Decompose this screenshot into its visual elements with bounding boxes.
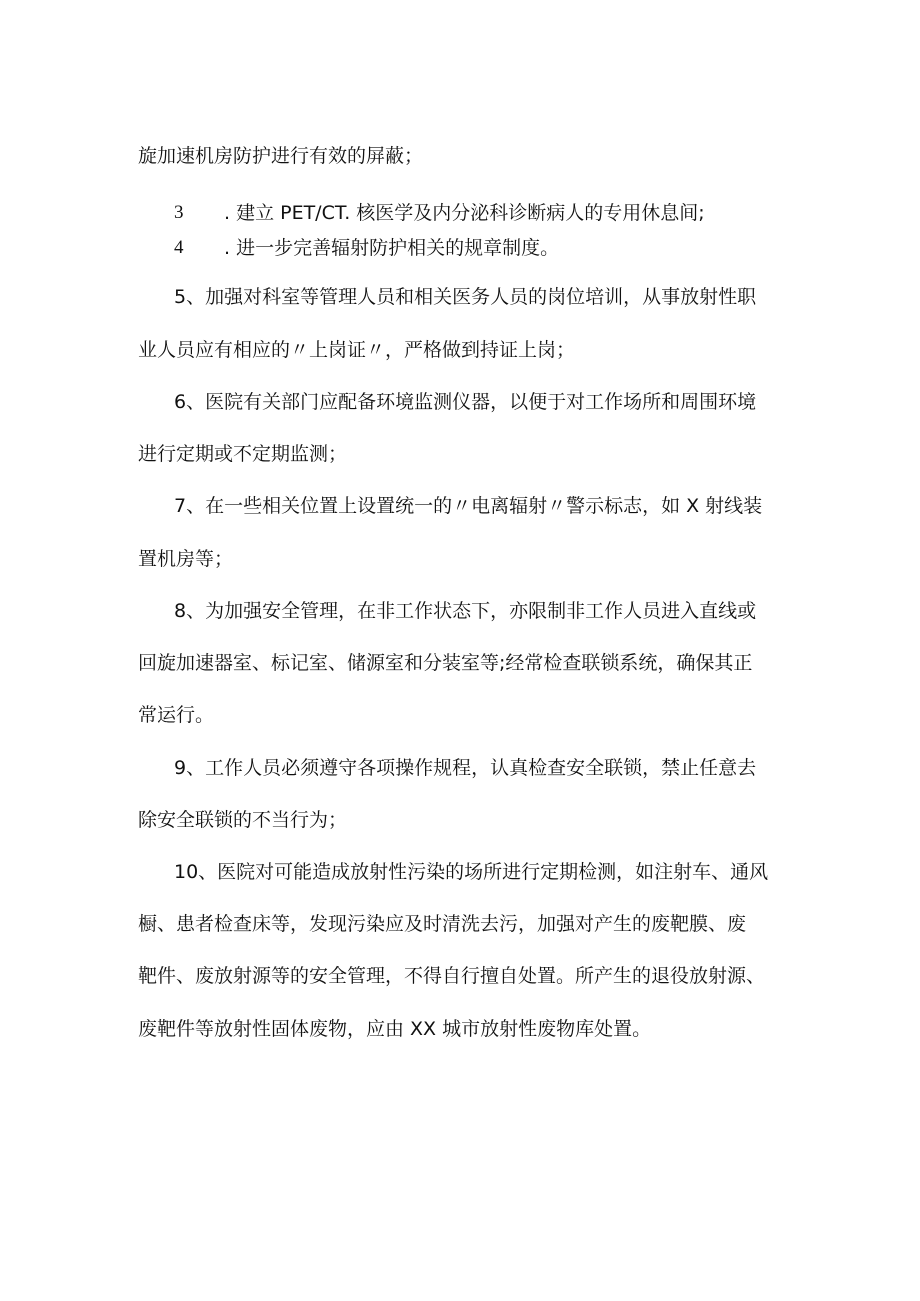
paragraph-line: 7、在一些相关位置上设置统一的〃电离辐射〃警示标志，如 X 射线装 xyxy=(174,495,763,517)
paragraph-line: 进行定期或不定期监测； xyxy=(138,443,348,465)
paragraph-line: 8、为加强安全管理，在非工作状态下，亦限制非工作人员进入直线或 xyxy=(174,600,757,622)
paragraph-line: 靶件、废放射源等的安全管理，不得自行擅自处置。所产生的退役放射源、 xyxy=(138,965,766,987)
list-number: 3 xyxy=(174,202,184,223)
paragraph-line: 业人员应有相应的〃上岗证〃，严格做到持证上岗； xyxy=(138,339,576,361)
paragraph-line: 5、加强对科室等管理人员和相关医务人员的岗位培训，从事放射性职 xyxy=(174,286,757,308)
paragraph-line: 6、医院有关部门应配备环境监测仪器，以便于对工作场所和周围环境 xyxy=(174,391,757,413)
paragraph-line: 常运行。 xyxy=(138,704,215,726)
paragraph-line: 除安全联锁的不当行为； xyxy=(138,809,348,831)
paragraph-line: 置机房等； xyxy=(138,548,234,570)
list-item-text: . 进一步完善辐射防护相关的规章制度。 xyxy=(224,237,560,259)
list-item-text: . 建立 PET/CT. 核医学及内分泌科诊断病人的专用休息间; xyxy=(224,202,705,224)
paragraph-line: 回旋加速器室、标记室、储源室和分装室等;经常检查联锁系统，确保其正 xyxy=(138,652,753,674)
list-number: 4 xyxy=(174,237,184,258)
paragraph-line: 废靶件等放射性固体废物，应由 XX 城市放射性废物库处置。 xyxy=(138,1018,652,1040)
paragraph-line: 10、医院对可能造成放射性污染的场所进行定期检测，如注射车、通风 xyxy=(174,861,769,883)
paragraph-line: 橱、患者检查床等，发现污染应及时清洗去污，加强对产生的废靶膜、废 xyxy=(138,913,747,935)
text-line: 旋加速机房防护进行有效的屏蔽； xyxy=(138,145,424,167)
paragraph-line: 9、工作人员必须遵守各项操作规程，认真检查安全联锁，禁止任意去 xyxy=(174,757,757,779)
